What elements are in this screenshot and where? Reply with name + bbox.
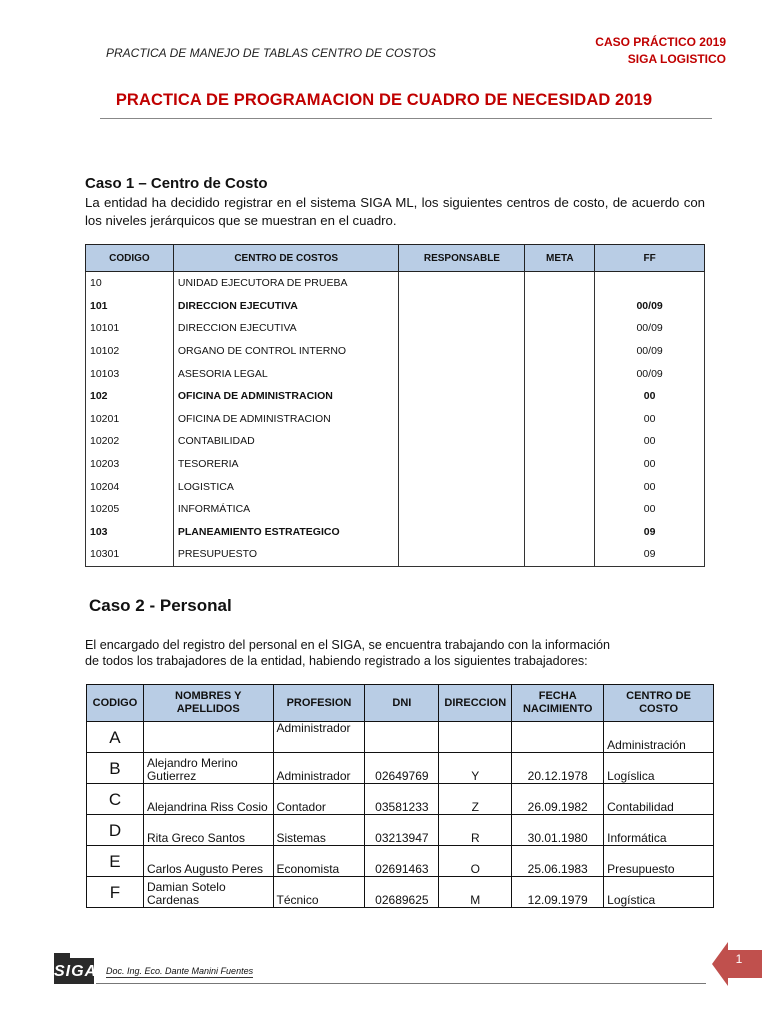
cell-fecha: 26.09.1982 — [512, 784, 604, 815]
cell-ff: 00/09 — [595, 317, 705, 340]
cell-codigo: 10102 — [86, 340, 174, 363]
col-header-profesion: PROFESION — [273, 685, 365, 722]
cell-profesion: Administrador — [273, 722, 365, 753]
cell-centro: DIRECCION EJECUTIVA — [173, 317, 399, 340]
cell-codigo: 101 — [86, 295, 174, 318]
table-row — [86, 475, 705, 498]
table-row — [87, 877, 714, 908]
cell-direccion: R — [439, 815, 512, 846]
col-header-meta: META — [525, 245, 595, 272]
col-header-centro-costo: CENTRO DE COSTO — [604, 685, 714, 722]
cell-centro: CONTABILIDAD — [173, 430, 399, 453]
table-row — [86, 521, 705, 544]
cell-ff: 00/09 — [595, 295, 705, 318]
cell-ff: 00 — [595, 453, 705, 476]
cell-codigo: F — [87, 877, 144, 908]
case1-description: La entidad ha decidido registrar en el sistema SIGA ML, los siguientes centros de costo, de acuerdo con los niveles jerárquicos que se muestran en el cuadro. — [85, 195, 705, 228]
header-left-title: PRACTICA DE MANEJO DE TABLAS CENTRO DE COSTOS — [106, 46, 436, 60]
header-right-line1: CASO PRÁCTICO 2019 — [595, 35, 726, 49]
cell-codigo: 10205 — [86, 498, 174, 521]
cell-responsable — [399, 498, 525, 521]
cell-responsable — [399, 385, 525, 408]
cell-centro-costo: Informática — [604, 815, 714, 846]
cell-responsable — [399, 543, 525, 566]
cell-nombres — [143, 722, 273, 753]
cell-dni: 03581233 — [365, 784, 439, 815]
cell-nombres: Carlos Augusto Peres — [143, 846, 273, 877]
header-right — [595, 34, 726, 68]
cell-meta — [525, 498, 595, 521]
cell-centro: PRESUPUESTO — [173, 543, 399, 566]
table-row — [87, 722, 714, 753]
cell-direccion: Z — [439, 784, 512, 815]
cell-centro: LOGISTICA — [173, 475, 399, 498]
cell-nombres: Alejandrina Riss Cosio — [143, 784, 273, 815]
col-header-responsable: RESPONSABLE — [399, 245, 525, 272]
cell-meta — [525, 453, 595, 476]
cell-responsable — [399, 340, 525, 363]
case2-description-line2: de todos los trabajadores de la entidad, habiendo registrado a los siguientes trabajadores: — [85, 654, 588, 668]
cell-codigo: 102 — [86, 385, 174, 408]
cell-centro-costo: Logística — [604, 877, 714, 908]
cell-dni: 02691463 — [365, 846, 439, 877]
cell-responsable — [399, 295, 525, 318]
table-row — [86, 295, 705, 318]
table-row — [86, 430, 705, 453]
header-right-line2: SIGA LOGISTICO — [627, 52, 726, 66]
cell-responsable — [399, 408, 525, 431]
cell-ff: 00 — [595, 430, 705, 453]
page-number: 1 — [735, 952, 743, 966]
cell-meta — [525, 340, 595, 363]
cell-meta — [525, 521, 595, 544]
cell-responsable — [399, 317, 525, 340]
cell-codigo: 10101 — [86, 317, 174, 340]
cell-ff: 00 — [595, 385, 705, 408]
cell-responsable — [399, 453, 525, 476]
table-row — [86, 453, 705, 476]
cell-direccion: M — [439, 877, 512, 908]
table-row — [86, 408, 705, 431]
cell-meta — [525, 475, 595, 498]
cell-codigo: B — [87, 753, 144, 784]
cell-meta — [525, 317, 595, 340]
cell-ff: 00/09 — [595, 362, 705, 385]
cell-codigo: C — [87, 784, 144, 815]
table-row — [86, 385, 705, 408]
cell-meta — [525, 430, 595, 453]
cell-codigo: 103 — [86, 521, 174, 544]
col-header-centro: CENTRO DE COSTOS — [173, 245, 399, 272]
cell-nombres: Alejandro Merino Gutierrez — [143, 753, 273, 784]
cell-ff — [595, 272, 705, 295]
cell-codigo: 10202 — [86, 430, 174, 453]
cell-direccion — [439, 722, 512, 753]
table-row — [87, 846, 714, 877]
cell-dni: 03213947 — [365, 815, 439, 846]
cell-centro-costo: Logíslica — [604, 753, 714, 784]
table-row — [86, 317, 705, 340]
table-row — [86, 362, 705, 385]
col-header-nombres: NOMBRES Y APELLIDOS — [143, 685, 273, 722]
cell-profesion: Técnico — [273, 877, 365, 908]
cost-center-header-row — [86, 245, 705, 272]
cell-fecha: 25.06.1983 — [512, 846, 604, 877]
cell-dni — [365, 722, 439, 753]
cell-responsable — [399, 272, 525, 295]
cell-centro-costo: Presupuesto — [604, 846, 714, 877]
cell-meta — [525, 362, 595, 385]
table-row — [86, 498, 705, 521]
cell-meta — [525, 272, 595, 295]
cell-centro: ORGANO DE CONTROL INTERNO — [173, 340, 399, 363]
case2-description — [85, 637, 705, 669]
siga-logo: SIGA — [54, 958, 94, 984]
cell-responsable — [399, 362, 525, 385]
personnel-header-row — [87, 685, 714, 722]
cell-profesion: Administrador — [273, 753, 365, 784]
cell-dni: 02689625 — [365, 877, 439, 908]
cell-centro: UNIDAD EJECUTORA DE PRUEBA — [173, 272, 399, 295]
cell-centro: ASESORIA LEGAL — [173, 362, 399, 385]
cell-centro: OFICINA DE ADMINISTRACION — [173, 408, 399, 431]
cell-centro: PLANEAMIENTO ESTRATEGICO — [173, 521, 399, 544]
cell-meta — [525, 295, 595, 318]
cell-profesion: Economista — [273, 846, 365, 877]
table-row — [86, 543, 705, 566]
cell-centro-costo: Administración — [604, 722, 714, 753]
cell-responsable — [399, 521, 525, 544]
case1-heading: Caso 1 – Centro de Costo — [85, 175, 268, 192]
cell-meta — [525, 543, 595, 566]
case2-heading: Caso 2 - Personal — [89, 596, 232, 615]
col-header-codigo: CODIGO — [86, 245, 174, 272]
cell-codigo: A — [87, 722, 144, 753]
cell-centro: OFICINA DE ADMINISTRACION — [173, 385, 399, 408]
table-row — [86, 340, 705, 363]
table-row — [87, 815, 714, 846]
cell-fecha: 12.09.1979 — [512, 877, 604, 908]
case2-description-line1: El encargado del registro del personal en el SIGA, se encuentra trabajando con la información — [85, 638, 611, 652]
cell-fecha: 30.01.1980 — [512, 815, 604, 846]
cell-codigo: D — [87, 815, 144, 846]
cell-nombres: Damian Sotelo Cardenas — [143, 877, 273, 908]
cell-centro: DIRECCION EJECUTIVA — [173, 295, 399, 318]
cell-direccion: Y — [439, 753, 512, 784]
cell-codigo: 10 — [86, 272, 174, 295]
cell-centro-costo: Contabilidad — [604, 784, 714, 815]
col-header-dni: DNI — [365, 685, 439, 722]
cell-profesion: Contador — [273, 784, 365, 815]
cell-codigo: 10204 — [86, 475, 174, 498]
col-header-codigo: CODIGO — [87, 685, 144, 722]
col-header-fecha: FECHA NACIMIENTO — [512, 685, 604, 722]
cell-responsable — [399, 475, 525, 498]
cell-codigo: 10203 — [86, 453, 174, 476]
cell-centro: INFORMÁTICA — [173, 498, 399, 521]
footer-divider — [96, 983, 706, 984]
cell-responsable — [399, 430, 525, 453]
cost-center-table — [85, 244, 705, 567]
table-row — [87, 753, 714, 784]
title-divider — [100, 118, 712, 119]
footer-author: Doc. Ing. Eco. Dante Manini Fuentes — [106, 966, 254, 976]
cell-nombres: Rita Greco Santos — [143, 815, 273, 846]
cell-meta — [525, 408, 595, 431]
cell-fecha — [512, 722, 604, 753]
cell-ff: 00 — [595, 498, 705, 521]
cell-ff: 00/09 — [595, 340, 705, 363]
cell-ff: 00 — [595, 475, 705, 498]
cell-codigo: E — [87, 846, 144, 877]
cell-direccion: O — [439, 846, 512, 877]
cell-centro: TESORERIA — [173, 453, 399, 476]
cell-codigo: 10103 — [86, 362, 174, 385]
cell-codigo: 10201 — [86, 408, 174, 431]
col-header-direccion: DIRECCION — [439, 685, 512, 722]
cell-meta — [525, 385, 595, 408]
cell-ff: 09 — [595, 521, 705, 544]
cell-ff: 09 — [595, 543, 705, 566]
cell-fecha: 20.12.1978 — [512, 753, 604, 784]
cell-profesion: Sistemas — [273, 815, 365, 846]
col-header-ff: FF — [595, 245, 705, 272]
table-row — [87, 784, 714, 815]
cell-dni: 02649769 — [365, 753, 439, 784]
cell-ff: 00 — [595, 408, 705, 431]
page-title: PRACTICA DE PROGRAMACION DE CUADRO DE NECESIDAD 2019 — [115, 91, 653, 109]
cell-codigo: 10301 — [86, 543, 174, 566]
personnel-table — [86, 684, 714, 908]
table-row — [86, 272, 705, 295]
